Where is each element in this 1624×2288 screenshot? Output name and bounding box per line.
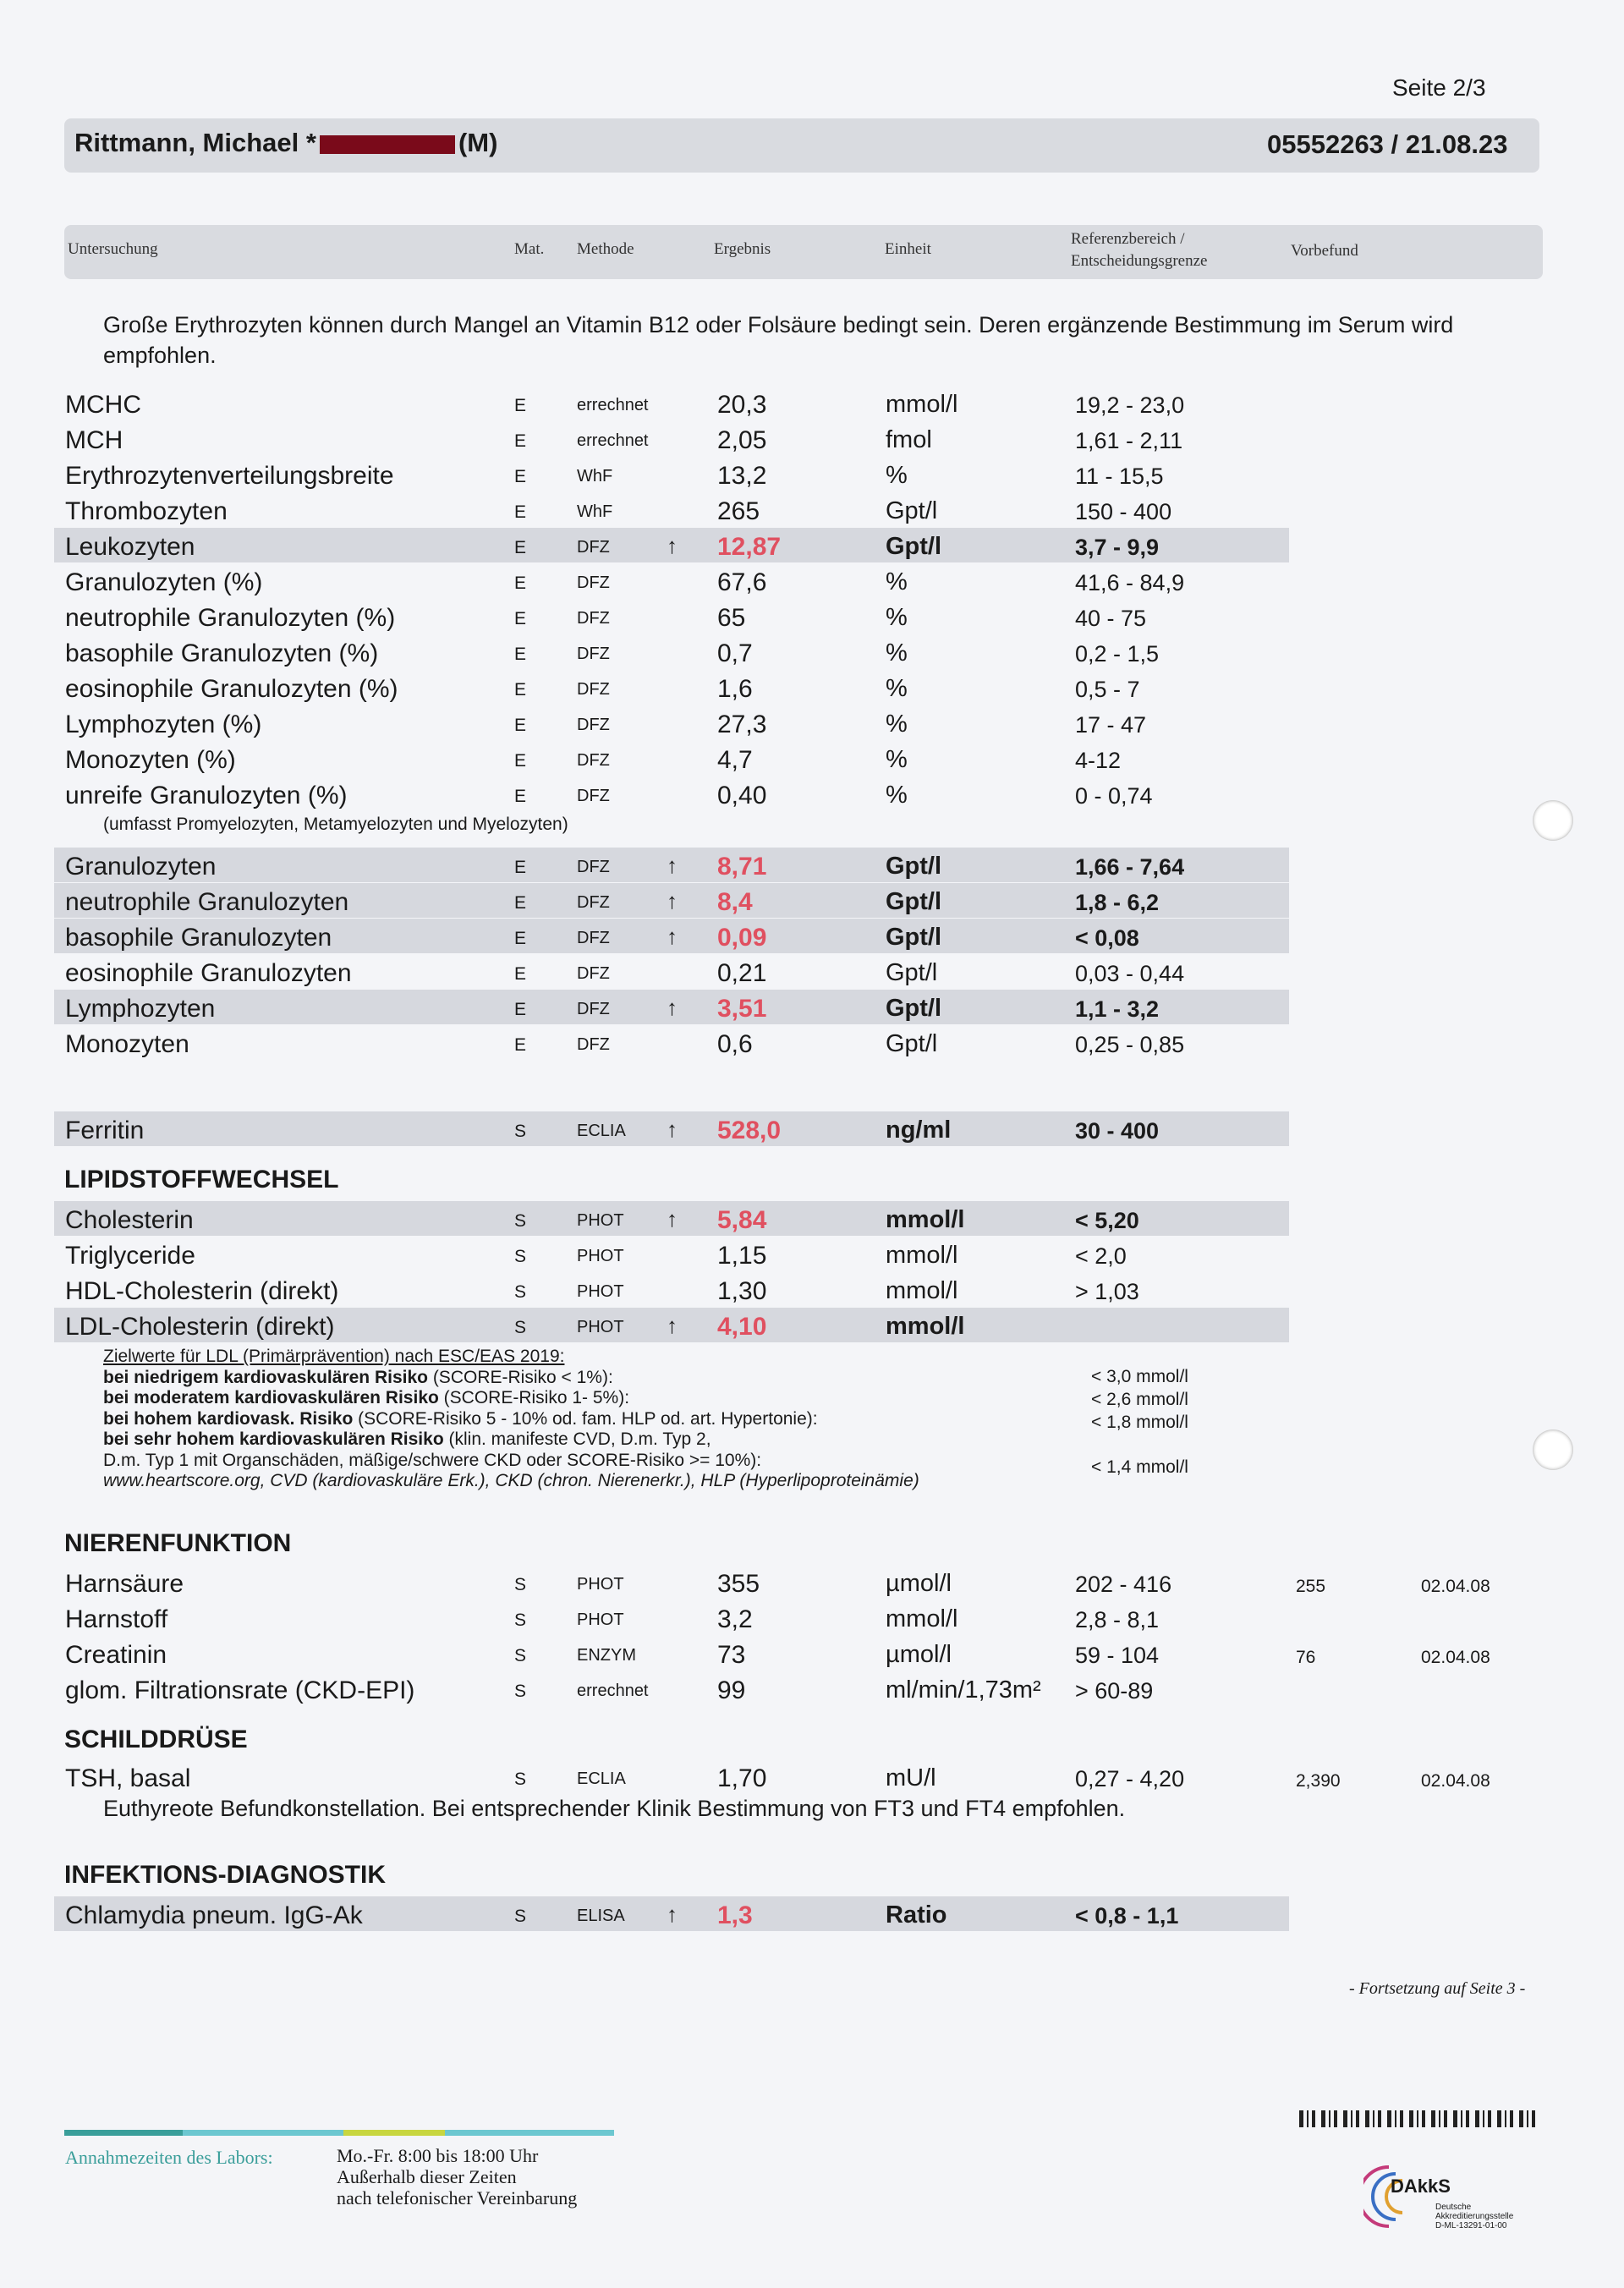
- table-row: [0, 848, 1624, 883]
- reference-range: 0,27 - 4,20: [1075, 1766, 1185, 1791]
- material: E: [514, 609, 527, 628]
- ldl-note-line-4-bold: bei sehr hohem kardiovaskulären Risiko: [103, 1429, 444, 1449]
- method: errechnet: [577, 431, 649, 450]
- unit: µmol/l: [886, 1570, 952, 1597]
- result-value: 73: [717, 1641, 746, 1669]
- patient-name: [74, 128, 497, 158]
- result-value: 1,15: [717, 1242, 767, 1270]
- table-row: [0, 1565, 1624, 1600]
- test-name: Lymphozyten (%): [65, 711, 262, 738]
- ldl-note-line-1-rest: (SCORE-Risiko < 1%):: [427, 1367, 613, 1387]
- result-value: 265: [717, 497, 760, 525]
- result-value: 65: [717, 604, 746, 632]
- barcode: [1299, 2110, 1541, 2127]
- unit: %: [886, 675, 908, 702]
- ldl-note-line-2: [103, 1388, 919, 1409]
- unit: mmol/l: [886, 1242, 958, 1269]
- result-value: 3,2: [717, 1605, 753, 1633]
- test-name: Leukozyten: [65, 533, 195, 561]
- result-value: 3,51: [717, 995, 767, 1023]
- previous-date: 02.04.08: [1421, 1648, 1490, 1667]
- unit: mmol/l: [886, 391, 958, 418]
- footer-hours: [337, 2145, 577, 2208]
- footer-hours-1: Mo.-Fr. 8:00 bis 18:00 Uhr: [337, 2145, 539, 2166]
- table-row: [0, 1025, 1624, 1061]
- material: E: [514, 573, 527, 593]
- col-untersuchung: Untersuchung: [68, 240, 158, 258]
- table-row: [0, 919, 1624, 954]
- reference-range: 59 - 104: [1075, 1643, 1160, 1668]
- table-row: [0, 563, 1624, 599]
- test-name: Granulozyten (%): [65, 568, 263, 596]
- result-value: 8,71: [717, 853, 767, 881]
- unit: mmol/l: [886, 1605, 958, 1632]
- previous-date: 02.04.08: [1421, 1577, 1490, 1596]
- material: E: [514, 716, 527, 735]
- footer-bar-cyan-2: [445, 2130, 614, 2136]
- test-name: LDL-Cholesterin (direkt): [65, 1313, 335, 1341]
- unit: µmol/l: [886, 1641, 952, 1668]
- test-name: basophile Granulozyten (%): [65, 639, 379, 667]
- footer-label: Annahmezeiten des Labors:: [65, 2147, 273, 2168]
- result-value: 27,3: [717, 711, 767, 738]
- unit: Gpt/l: [886, 1030, 938, 1057]
- test-name: TSH, basal: [65, 1764, 191, 1792]
- result-value: 1,30: [717, 1277, 767, 1305]
- footer-hours-3: nach telefonischer Vereinbarung: [337, 2187, 578, 2208]
- table-row: [0, 954, 1624, 990]
- material: E: [514, 1035, 527, 1055]
- col-mat: Mat.: [514, 240, 545, 258]
- result-value: 0,6: [717, 1030, 753, 1058]
- reference-range: 17 - 47: [1075, 712, 1147, 738]
- material: E: [514, 787, 527, 806]
- material: E: [514, 929, 527, 948]
- table-row: [0, 705, 1624, 741]
- result-value: 355: [717, 1570, 760, 1598]
- reference-range: 40 - 75: [1075, 606, 1147, 631]
- dakks-sub-2: Akkreditierungsstelle: [1435, 2212, 1514, 2221]
- patient-name-text: Rittmann, Michael *: [74, 128, 316, 157]
- table-row: [0, 386, 1624, 421]
- column-header-bar: [64, 225, 1543, 279]
- unit: mmol/l: [886, 1277, 958, 1304]
- reference-range: 4-12: [1075, 748, 1122, 773]
- unit: Gpt/l: [886, 995, 942, 1022]
- result-value: 13,2: [717, 462, 767, 490]
- method: DFZ: [577, 751, 610, 770]
- punch-hole-bottom: [1533, 1429, 1573, 1470]
- reference-range: < 2,0: [1075, 1243, 1127, 1269]
- reference-range: 1,66 - 7,64: [1075, 854, 1185, 880]
- material: S: [514, 1575, 527, 1594]
- result-value: 4,7: [717, 746, 753, 774]
- col-vorbefund: Vorbefund: [1291, 242, 1358, 260]
- ldl-note-line-4: [103, 1429, 919, 1451]
- method: ECLIA: [577, 1122, 626, 1140]
- reference-range: 2,8 - 8,1: [1075, 1607, 1160, 1632]
- result-value: 528,0: [717, 1117, 782, 1144]
- reference-range: > 1,03: [1075, 1279, 1139, 1304]
- reference-range: 41,6 - 84,9: [1075, 570, 1185, 595]
- method: DFZ: [577, 645, 610, 663]
- unit: %: [886, 604, 908, 631]
- previous-value: 2,390: [1296, 1771, 1341, 1791]
- ldl-note-title: Zielwerte für LDL (Primärprävention) nach ESC/EAS 2019:: [103, 1347, 565, 1366]
- reference-range: > 60-89: [1075, 1678, 1154, 1704]
- ldl-note-line-3-bold: bei hohem kardiovask. Risiko: [103, 1408, 354, 1429]
- ldl-target-values: [1091, 1365, 1188, 1479]
- result-value: 12,87: [717, 533, 782, 561]
- material: S: [514, 1769, 527, 1789]
- method: errechnet: [577, 396, 649, 414]
- table-row: [0, 883, 1624, 919]
- section-infection-title: INFEKTIONS-DIAGNOSTIK: [64, 1861, 386, 1889]
- col-referenz-1: Referenzbereich /: [1071, 230, 1185, 248]
- result-value: 0,7: [717, 639, 753, 667]
- ldl-note-line-5: D.m. Typ 1 mit Organschäden, mäßige/schwere CKD oder SCORE-Risiko >= 10%):: [103, 1450, 762, 1470]
- method: DFZ: [577, 609, 610, 628]
- result-value: 1,6: [717, 675, 753, 703]
- unit: Gpt/l: [886, 959, 938, 986]
- reference-range: 1,1 - 3,2: [1075, 996, 1160, 1022]
- col-ergebnis: Ergebnis: [714, 240, 771, 258]
- unit: Gpt/l: [886, 533, 942, 560]
- table-row: [0, 634, 1624, 670]
- test-name: unreife Granulozyten (%): [65, 782, 348, 809]
- redacted-birthdate: [320, 135, 455, 154]
- method: DFZ: [577, 1035, 610, 1054]
- ldl-note-line-1-bold: bei niedrigem kardiovaskulären Risiko: [103, 1367, 428, 1387]
- material: E: [514, 751, 527, 771]
- method: errechnet: [577, 1682, 649, 1700]
- reference-range: 150 - 400: [1075, 499, 1172, 524]
- reference-range: 0 - 0,74: [1075, 783, 1153, 809]
- method: DFZ: [577, 538, 610, 557]
- unit: Gpt/l: [886, 888, 942, 915]
- result-value: 8,4: [717, 888, 753, 916]
- method: DFZ: [577, 787, 610, 805]
- ldl-target-note: [103, 1347, 919, 1492]
- ldl-note-line-3: [103, 1409, 919, 1430]
- result-value: 99: [717, 1676, 746, 1704]
- table-row: [0, 1759, 1624, 1795]
- reference-range: < 0,8 - 1,1: [1075, 1903, 1179, 1929]
- material: E: [514, 431, 527, 451]
- immature-granulocytes-note: (umfasst Promyelozyten, Metamyelozyten und Myelozyten): [103, 815, 568, 834]
- ldl-note-line-3-rest: (SCORE-Risiko 5 - 10% od. fam. HLP od. art. Hypertonie):: [353, 1408, 818, 1429]
- result-value: 67,6: [717, 568, 767, 596]
- footer-bar-teal: [64, 2130, 183, 2136]
- ldl-note-line-4-rest: (klin. manifeste CVD, D.m. Typ 2,: [443, 1429, 711, 1449]
- unit: mmol/l: [886, 1313, 965, 1340]
- method: PHOT: [577, 1282, 624, 1301]
- test-name: Granulozyten: [65, 853, 217, 881]
- unit: Gpt/l: [886, 853, 942, 880]
- test-name: Ferritin: [65, 1117, 145, 1144]
- material: S: [514, 1318, 527, 1337]
- test-name: neutrophile Granulozyten: [65, 888, 349, 916]
- tsh-note: Euthyreote Befundkonstellation. Bei entsprechender Klinik Bestimmung von FT3 und FT4 empfohlen.: [103, 1796, 1126, 1821]
- method: DFZ: [577, 929, 610, 947]
- result-value: 0,40: [717, 782, 767, 809]
- method: PHOT: [577, 1610, 624, 1629]
- reference-range: 19,2 - 23,0: [1075, 392, 1185, 418]
- table-row: [0, 1272, 1624, 1308]
- method: DFZ: [577, 964, 610, 983]
- method: PHOT: [577, 1211, 624, 1230]
- test-name: eosinophile Granulozyten: [65, 959, 352, 987]
- reference-range: < 5,20: [1075, 1208, 1139, 1233]
- ldl-note-line-2-bold: bei moderatem kardiovaskulären Risiko: [103, 1388, 439, 1407]
- table-row: [0, 457, 1624, 492]
- reference-range: 0,03 - 0,44: [1075, 961, 1185, 986]
- ldl-value-1: < 3,0 mmol/l: [1091, 1367, 1188, 1386]
- method: PHOT: [577, 1247, 624, 1265]
- result-value: 4,10: [717, 1313, 767, 1341]
- ldl-value-4: < 1,4 mmol/l: [1091, 1457, 1188, 1477]
- ldl-value-2: < 2,6 mmol/l: [1091, 1390, 1188, 1409]
- col-methode: Methode: [577, 240, 634, 258]
- unit: %: [886, 639, 908, 667]
- reference-range: 3,7 - 9,9: [1075, 535, 1160, 560]
- method: DFZ: [577, 1000, 610, 1018]
- flag-arrow-icon: ↑: [667, 533, 678, 558]
- result-value: 1,3: [717, 1901, 753, 1929]
- col-referenz-2: Entscheidungsgrenze: [1071, 252, 1208, 270]
- ldl-note-line-2-rest: (SCORE-Risiko 1- 5%):: [438, 1388, 630, 1407]
- unit: %: [886, 568, 908, 595]
- test-name: Harnstoff: [65, 1605, 168, 1633]
- unit: %: [886, 711, 908, 738]
- material: S: [514, 1247, 527, 1266]
- reference-range: < 0,08: [1075, 925, 1139, 951]
- report-id: 05552263 / 21.08.23: [1267, 129, 1508, 159]
- footer-hours-2: Außerhalb dieser Zeiten: [337, 2166, 517, 2187]
- test-name: MCH: [65, 426, 123, 454]
- table-row: [0, 1308, 1624, 1343]
- dakks-name: DAkkS: [1391, 2176, 1451, 2197]
- result-value: 1,70: [717, 1764, 767, 1792]
- test-name: basophile Granulozyten: [65, 924, 332, 952]
- previous-value: 255: [1296, 1577, 1326, 1596]
- result-value: 2,05: [717, 426, 767, 454]
- material: S: [514, 1122, 527, 1141]
- table-row: [0, 1636, 1624, 1671]
- ldl-note-line-6: www.heartscore.org, CVD (kardiovaskuläre Erk.), CKD (chron. Nierenerkr.), HLP (Hyperlipoproteinämie): [103, 1471, 919, 1490]
- method: DFZ: [577, 680, 610, 699]
- table-row: [0, 528, 1624, 563]
- test-name: HDL-Cholesterin (direkt): [65, 1277, 339, 1305]
- reference-range: 11 - 15,5: [1075, 464, 1164, 489]
- result-value: 0,09: [717, 924, 767, 952]
- unit: ml/min/1,73m²: [886, 1676, 1041, 1704]
- unit: %: [886, 782, 908, 809]
- table-row: [0, 1600, 1624, 1636]
- section-kidney-title: NIERENFUNKTION: [64, 1529, 292, 1557]
- page-number: Seite 2/3: [1392, 74, 1486, 101]
- flag-arrow-icon: ↑: [667, 888, 678, 914]
- material: E: [514, 645, 527, 664]
- footer-bar-lime: [343, 2130, 445, 2136]
- test-name: eosinophile Granulozyten (%): [65, 675, 398, 703]
- previous-value: 76: [1296, 1648, 1316, 1667]
- patient-sex: (M): [458, 128, 498, 157]
- material: S: [514, 1646, 527, 1665]
- result-value: 5,84: [717, 1206, 767, 1234]
- unit: ng/ml: [886, 1117, 952, 1144]
- method: WhF: [577, 467, 613, 486]
- material: E: [514, 467, 527, 486]
- table-row: [0, 421, 1624, 457]
- test-name: Harnsäure: [65, 1570, 184, 1598]
- test-name: Erythrozytenverteilungsbreite: [65, 462, 394, 490]
- result-value: 0,21: [717, 959, 767, 987]
- method: DFZ: [577, 716, 610, 734]
- flag-arrow-icon: ↑: [667, 1313, 678, 1338]
- ldl-note-line-1: [103, 1368, 919, 1389]
- unit: mmol/l: [886, 1206, 965, 1233]
- table-row: [0, 1201, 1624, 1237]
- material: E: [514, 502, 527, 522]
- test-name: Chlamydia pneum. IgG-Ak: [65, 1901, 363, 1929]
- material: S: [514, 1907, 527, 1926]
- test-name: Creatinin: [65, 1641, 167, 1669]
- table-row: [0, 1111, 1624, 1147]
- col-einheit: Einheit: [885, 240, 931, 258]
- dakks-sub-3: D-ML-13291-01-00: [1435, 2221, 1507, 2230]
- previous-date: 02.04.08: [1421, 1771, 1490, 1791]
- dakks-sub-1: Deutsche: [1435, 2203, 1472, 2212]
- material: S: [514, 1610, 527, 1630]
- material: S: [514, 1682, 527, 1701]
- flag-arrow-icon: ↑: [667, 1206, 678, 1232]
- method: PHOT: [577, 1575, 624, 1594]
- method: WhF: [577, 502, 613, 521]
- material: E: [514, 538, 527, 557]
- unit: mU/l: [886, 1764, 936, 1791]
- method: ECLIA: [577, 1769, 626, 1788]
- table-row: [0, 1896, 1624, 1932]
- reference-range: 0,25 - 0,85: [1075, 1032, 1185, 1057]
- reference-range: 30 - 400: [1075, 1118, 1160, 1144]
- table-row: [0, 776, 1624, 812]
- reference-range: 202 - 416: [1075, 1572, 1172, 1597]
- method: ENZYM: [577, 1646, 636, 1665]
- test-name: Triglyceride: [65, 1242, 195, 1270]
- table-row: [0, 599, 1624, 634]
- unit: Gpt/l: [886, 497, 938, 524]
- note-erythrocytes: Große Erythrozyten können durch Mangel an Vitamin B12 oder Folsäure bedingt sein. Deren ergänzende Bestimmung im Serum wird empfohlen.: [103, 312, 1454, 368]
- table-row: [0, 990, 1624, 1025]
- result-value: 20,3: [717, 391, 767, 419]
- flag-arrow-icon: ↑: [667, 924, 678, 949]
- test-name: neutrophile Granulozyten (%): [65, 604, 396, 632]
- material: E: [514, 964, 527, 984]
- unit: %: [886, 746, 908, 773]
- flag-arrow-icon: ↑: [667, 995, 678, 1020]
- method: DFZ: [577, 893, 610, 912]
- material: E: [514, 680, 527, 700]
- test-name: Monozyten (%): [65, 746, 236, 774]
- section-thyroid-title: SCHILDDRÜSE: [64, 1726, 248, 1753]
- table-row: [0, 741, 1624, 776]
- material: E: [514, 893, 527, 913]
- ldl-value-3: < 1,8 mmol/l: [1091, 1413, 1188, 1432]
- unit: fmol: [886, 426, 932, 453]
- section-lipid-title: LIPIDSTOFFWECHSEL: [64, 1166, 339, 1193]
- method: ELISA: [577, 1907, 625, 1925]
- table-row: [0, 670, 1624, 705]
- method: DFZ: [577, 858, 610, 876]
- reference-range: 0,2 - 1,5: [1075, 641, 1160, 667]
- test-name: MCHC: [65, 391, 141, 419]
- method: PHOT: [577, 1318, 624, 1336]
- punch-hole-top: [1533, 800, 1573, 841]
- flag-arrow-icon: ↑: [667, 1901, 678, 1927]
- material: E: [514, 858, 527, 877]
- unit: Gpt/l: [886, 924, 942, 951]
- table-row: [0, 1671, 1624, 1707]
- reference-range: 1,8 - 6,2: [1075, 890, 1160, 915]
- material: S: [514, 1211, 527, 1231]
- material: E: [514, 396, 527, 415]
- dakks-subtitle: [1435, 2203, 1513, 2230]
- unit: Ratio: [886, 1901, 947, 1929]
- footer-bar-cyan: [183, 2130, 343, 2136]
- material: S: [514, 1282, 527, 1302]
- flag-arrow-icon: ↑: [667, 1117, 678, 1142]
- table-row: [0, 1237, 1624, 1272]
- test-name: Monozyten: [65, 1030, 189, 1058]
- reference-range: 1,61 - 2,11: [1075, 428, 1183, 453]
- method: DFZ: [577, 573, 610, 592]
- test-name: Cholesterin: [65, 1206, 194, 1234]
- material: E: [514, 1000, 527, 1019]
- reference-range: 0,5 - 7: [1075, 677, 1140, 702]
- test-name: Lymphozyten: [65, 995, 216, 1023]
- test-name: glom. Filtrationsrate (CKD-EPI): [65, 1676, 415, 1704]
- table-row: [0, 492, 1624, 528]
- test-name: Thrombozyten: [65, 497, 228, 525]
- unit: %: [886, 462, 908, 489]
- flag-arrow-icon: ↑: [667, 853, 678, 878]
- continuation-note: - Fortsetzung auf Seite 3 -: [1349, 1979, 1526, 1998]
